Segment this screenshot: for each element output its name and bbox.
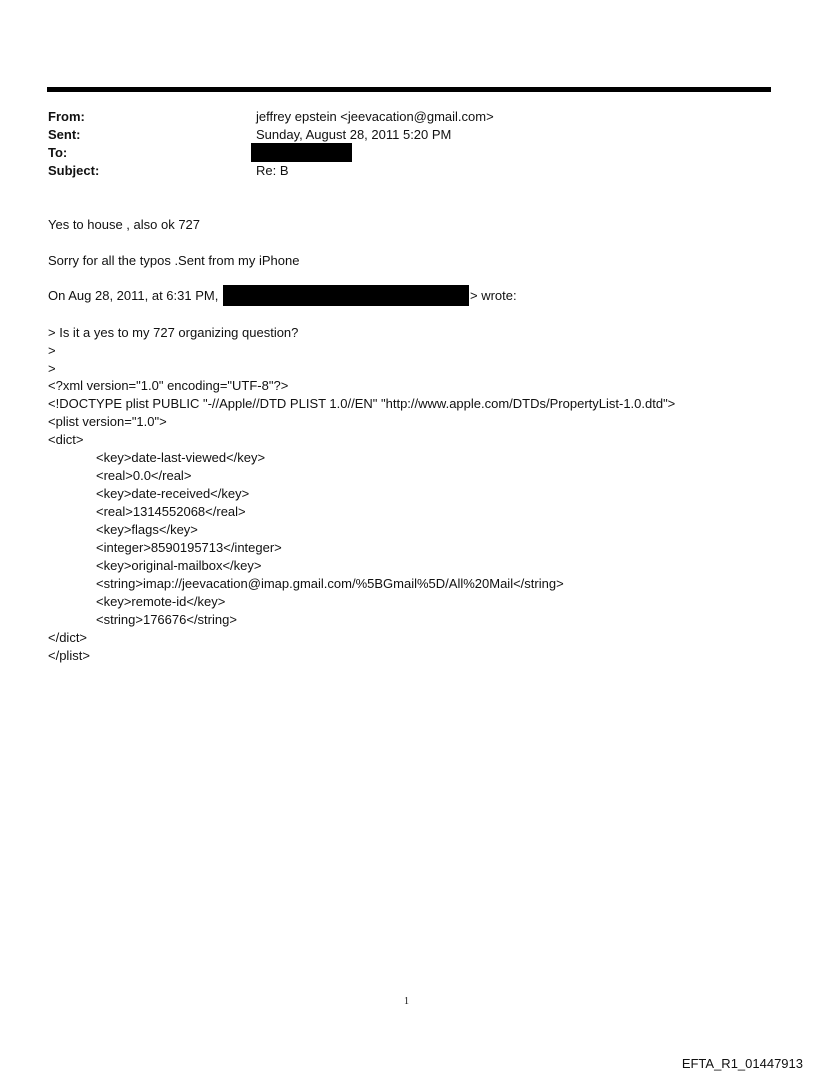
xml-line: <real>1314552068</real> [96, 504, 246, 519]
xml-line: <real>0.0</real> [96, 468, 192, 483]
xml-line: <integer>8590195713</integer> [96, 540, 282, 555]
xml-line: <string>176676</string> [96, 612, 237, 627]
xml-line: <?xml version="1.0" encoding="UTF-8"?> [48, 378, 289, 393]
to-label: To: [48, 145, 68, 160]
page-number: 1 [404, 996, 409, 1007]
xml-line: <key>flags</key> [96, 522, 198, 537]
xml-line: </dict> [48, 630, 88, 645]
subject-value: Re: B [256, 163, 289, 178]
bates-number: EFTA_R1_01447913 [681, 1056, 803, 1071]
xml-line: <key>remote-id</key> [96, 594, 226, 609]
quote-intro-suffix: > wrote: [470, 288, 517, 303]
from-label: From: [48, 109, 85, 124]
sent-value: Sunday, August 28, 2011 5:20 PM [256, 127, 452, 142]
sent-label: Sent: [48, 127, 81, 142]
reply-line-2: Sorry for all the typos .Sent from my iPhone [48, 253, 300, 268]
xml-line: <key>original-mailbox</key> [96, 558, 262, 573]
quoted-line-1: > Is it a yes to my 727 organizing question? [48, 325, 299, 340]
from-value: jeffrey epstein <jeevacation@gmail.com> [256, 109, 494, 124]
xml-line: <!DOCTYPE plist PUBLIC "-//Apple//DTD PLIST 1.0//EN" "http://www.apple.com/DTDs/PropertyList-1.0.dtd"> [48, 396, 676, 411]
xml-line: <key>date-received</key> [96, 486, 250, 501]
to-redaction [251, 143, 352, 162]
xml-line: <key>date-last-viewed</key> [96, 450, 266, 465]
quote-intro-prefix: On Aug 28, 2011, at 6:31 PM, [48, 288, 219, 303]
xml-line: <plist version="1.0"> [48, 414, 167, 429]
quoted-line-2: > [48, 343, 56, 358]
xml-line: <string>imap://jeevacation@imap.gmail.com/%5BGmail%5D/All%20Mail</string> [96, 576, 564, 591]
subject-label: Subject: [48, 163, 100, 178]
quoted-line-3: > [48, 361, 56, 376]
xml-line: </plist> [48, 648, 90, 663]
header-rule [47, 87, 771, 92]
reply-line-1: Yes to house , also ok 727 [48, 217, 201, 232]
sender-redaction [223, 285, 469, 306]
xml-line: <dict> [48, 432, 84, 447]
